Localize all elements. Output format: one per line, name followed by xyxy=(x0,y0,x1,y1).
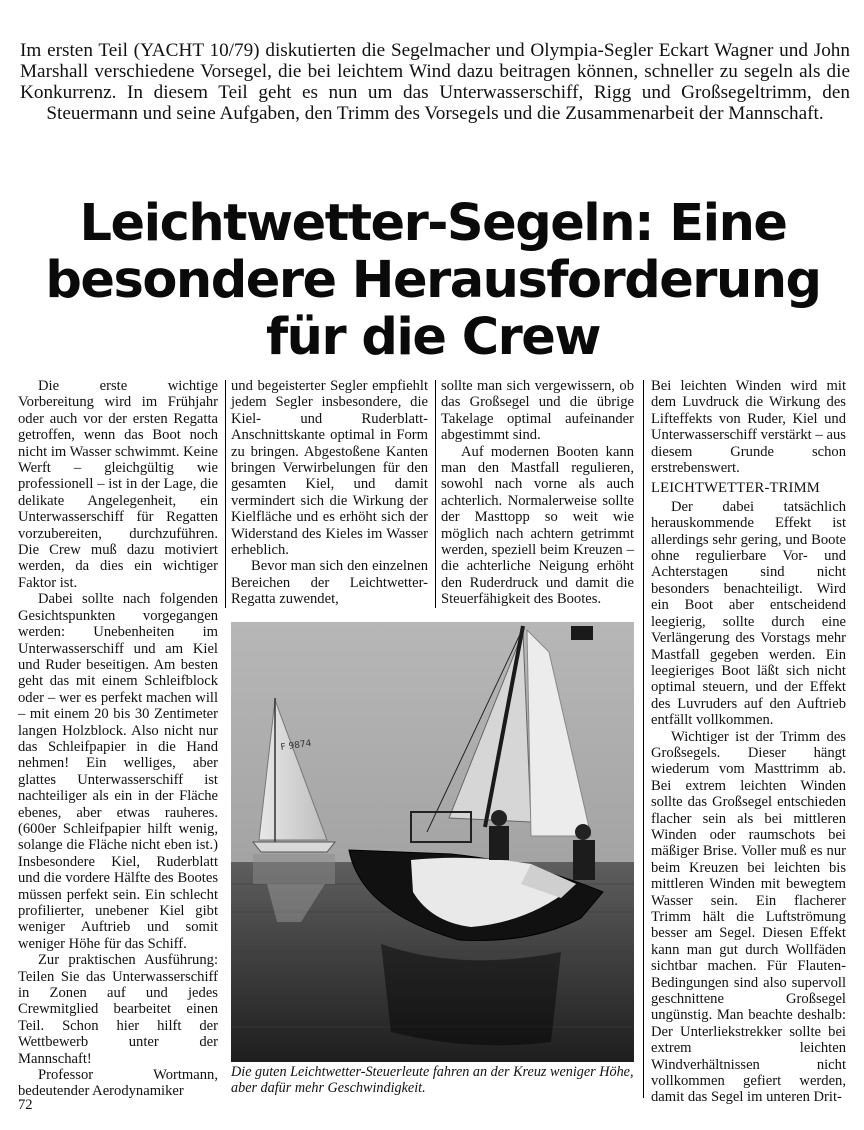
paragraph: Auf modernen Booten kann man den Mastfall regulieren, sowohl nach vorne als auch achterlich. Normalerweise sollte der Masttopp so weit wie möglich nach achtern getrimmt werden, speziell beim Kreuzen – die achterliche Neigung erhöht den Ruderdruck und damit die Steuerfähigkeit des Bootes. xyxy=(441,443,634,608)
section-heading: LEICHTWETTER-TRIMM xyxy=(651,480,820,497)
paragraph: Dabei sollte nach folgenden Gesichtspunkten vorgegangen werden: Unebenheiten im Unterwasserschiff und am Kiel und Ruder beseitigen. Am besten geht das mit einem Schleifblock oder – wer es perfekt machen will – mit einem 20 bis 30 Zentimeter langen Holzblock. Also nicht nur das Schleifpapier in die Hand nehmen! Ein welliges, aber glattes Unterwasserschiff ist nachteiliger als ein in der Fläche ebenes, aber etwas rauheres. (600er Schleifpapier hilft wenig, solange die Fläche nicht eben ist.) Insbesondere Kiel, Ruderblatt und die vordere Hälfte des Bootes müssen perfekt sein. Ein schlecht profilierter, unebener Kiel gibt weniger Auftrieb und somit weniger Höhe für das Schiff. xyxy=(18,591,218,952)
paragraph: Die erste wichtige Vorbereitung wird im Frühjahr oder auch vor der ersten Regatta getroffen, wenn das Boot noch nicht im Wasser schwimmt. Keine Werft – gleichgültig wie professionell – ist in der Lage, die delikate Angelegenheit, ein Unterwasserschiff für Regatten vorzubereiten, durchzuführen. Die Crew muß dazu motiviert werden, da dies ein wichtiger Faktor ist. xyxy=(18,378,218,591)
paragraph: und begeisterter Segler empfiehlt jedem Segler insbesondere, die Kiel- und Ruderblatt-Anschnittskante optimal in Form zu bringen. Abgestoßene Kanten bringen Verwirbelungen für den gesamten Kiel, und damit vermindert sich die Wirkung der Kielfläche und es erhöht sich der Widerstand des Kieles im Wasser erheblich. xyxy=(231,378,428,559)
headline-line-3: für die Crew xyxy=(265,308,601,367)
paragraph: Der dabei tatsächlich herauskommende Effekt ist allerdings sehr gering, und Boote ohne regulierbare Vor- und Achterstagen sind nicht besonders benachteiligt. Wird ein Boot aber entscheidend leegierig, sollte durch eine Verlängerung des Vorstags mehr Mastfall gegeben werden. Ein leegieriges Boot läßt sich nicht optimal steuern, und der Effekt des Luvruders auf den Auftrieb entfällt vollkommen. xyxy=(651,498,846,729)
paragraph: Professor Wortmann, bedeutender Aerodynamiker xyxy=(18,1067,218,1100)
column-divider xyxy=(435,380,436,608)
headline-line-2: besondere Herausforderung xyxy=(45,251,821,310)
paragraph: Bevor man sich den einzelnen Bereichen der Leichtwetter-Regatta zuwendet, xyxy=(231,558,428,608)
paragraph: sollte man sich vergewissern, ob das Großsegel und die übrige Takelage optimal aufeinander abgestimmt sind. xyxy=(441,378,634,444)
page-number: 72 xyxy=(18,1097,33,1113)
column-2 xyxy=(231,378,428,608)
column-divider xyxy=(643,380,644,1098)
column-1 xyxy=(18,378,218,1100)
column-4 xyxy=(651,378,846,1106)
intro-paragraph: Im ersten Teil (YACHT 10/79) diskutierten die Segelmacher und Olympia-Segler Eckart Wagner und John Marshall verschiedene Vorsegel, die bei leichtem Wind dazu beitragen können, schneller zu segeln als die Konkurrenz. In diesem Teil geht es nun um das Unterwasserschiff, Rigg und Großsegeltrimm, den Steuermann und seine Aufgaben, den Trimm des Vorsegels und die Zusammenarbeit der Mannschaft. xyxy=(20,40,850,124)
sailing-photo xyxy=(231,622,634,1062)
paragraph: Zur praktischen Ausführung: Teilen Sie das Unterwasserschiff in Zonen auf und jedes Crewmitglied bearbeitet einen Teil. Schon hier hilft der Wettbewerb unter der Mannschaft! xyxy=(18,952,218,1067)
photo-caption: Die guten Leichtwetter-Steuerleute fahren an der Kreuz weniger Höhe, aber dafür mehr Geschwindigkeit. xyxy=(231,1064,634,1096)
paragraph: Bei leichten Winden wird mit dem Luvdruck die Wirkung des Lifteffekts von Ruder, Kiel und Unterwasserschiff verstärkt – aus diesem Grunde schon erstrebenswert. xyxy=(651,378,846,477)
column-divider xyxy=(225,380,226,608)
sail-number: F 9874 xyxy=(280,738,313,753)
headline xyxy=(18,195,848,366)
paragraph: Wichtiger ist der Trimm des Großsegels. Dieser hängt wiederum vom Masttrimm ab. Bei extrem leichten Winden sollte das Großsegel entschieden flacher sein als bei mittleren Winden oder raumschots bei mäßiger Brise. Voller muß es nur beim Kreuzen bei leichten bis mittleren Winden mit bewegtem Wasser sein. Ein flacherer Trimm hält die Luftströmung besser am Segel. Diesen Effekt kann man gut durch Wollfäden sichtbar machen. Für Flauten-Bedingungen sind also supervoll geschnittene Großsegel ungünstig. Man beachte deshalb: Der Unterliekstrekker sollte bei extrem leichten Windverhältnissen nicht vollkommen gefiert werden, damit das Segel im unteren Drit- xyxy=(651,728,846,1106)
column-3 xyxy=(441,378,634,608)
sailboats-illustration xyxy=(231,622,634,1062)
headline-line-1: Leichtwetter-Segeln: Eine xyxy=(79,194,787,253)
